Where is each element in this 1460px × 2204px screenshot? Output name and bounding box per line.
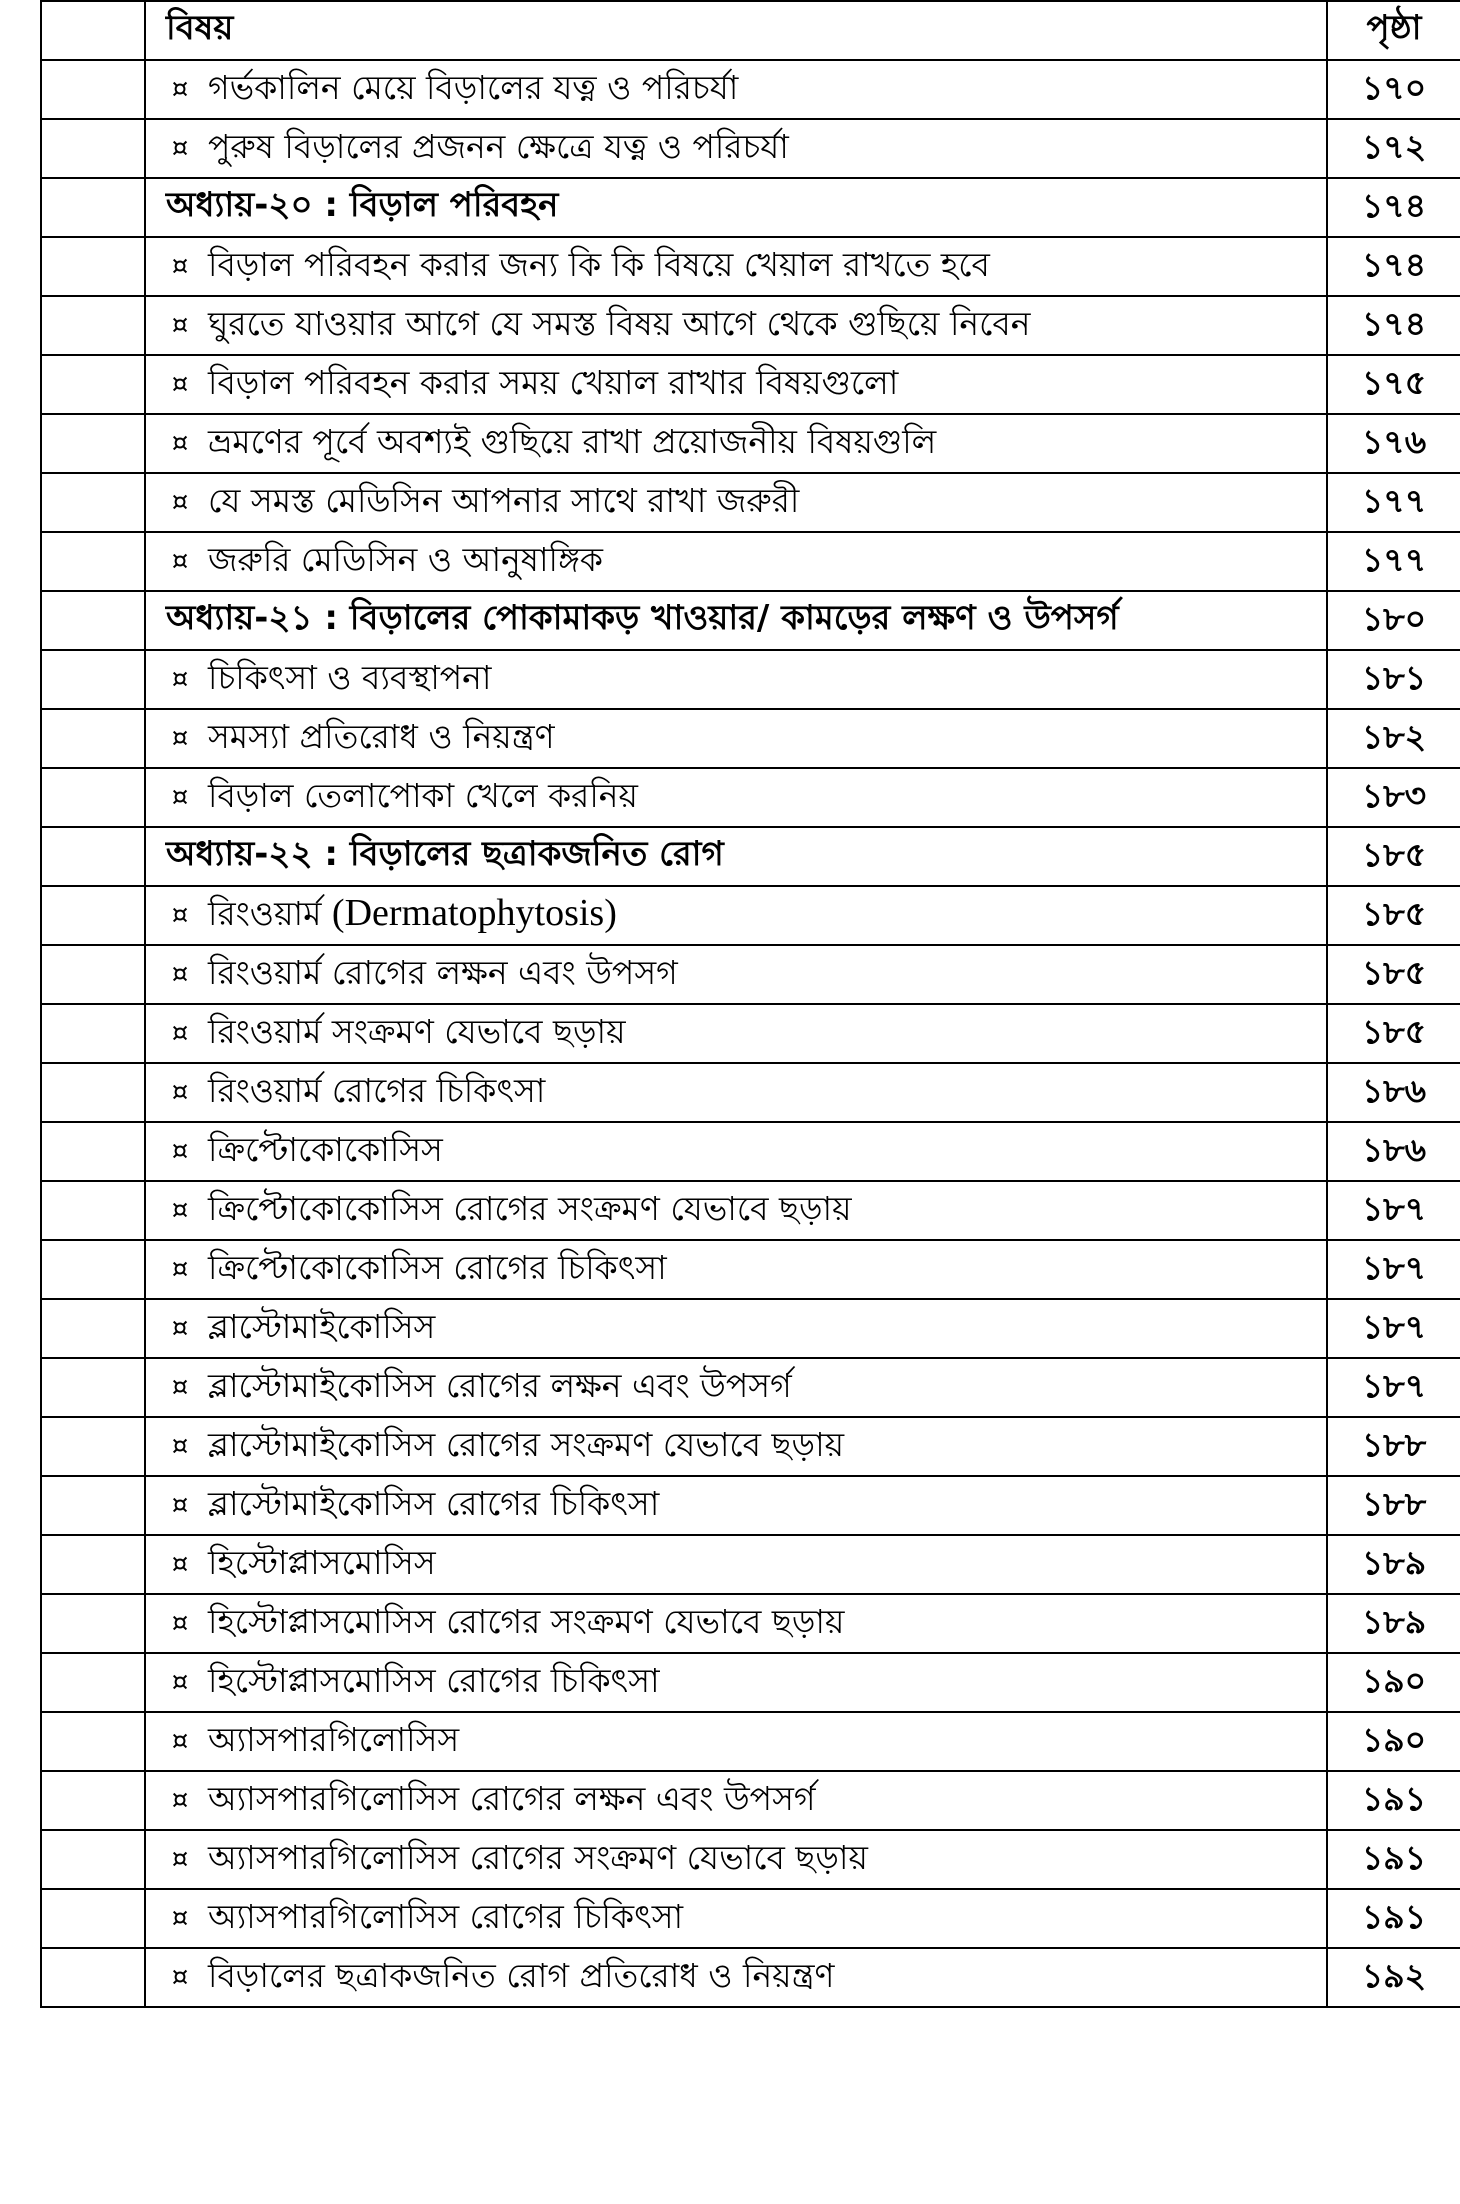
page-number: ১৮৯ [1327, 1535, 1460, 1594]
blank-cell [41, 1889, 145, 1948]
topic-text: যে সমস্ত মেডিসিন আপনার সাথে রাখা জরুরী [208, 480, 800, 520]
page-number: ১৮৩ [1327, 768, 1460, 827]
blank-cell [41, 1476, 145, 1535]
table-row [41, 60, 1460, 119]
table-row [41, 1476, 1460, 1535]
blank-cell [41, 1594, 145, 1653]
bullet-icon: ¤ [171, 1843, 189, 1874]
bullet-icon: ¤ [171, 663, 189, 694]
bullet-icon: ¤ [171, 1489, 189, 1520]
topic-text: অধ্যায়-২১ : বিড়ালের পোকামাকড় খাওয়ার/ কামড়ের লক্ষণ ও উপসর্গ [166, 598, 1119, 638]
bullet-icon: ¤ [171, 1725, 189, 1756]
blank-cell [41, 1535, 145, 1594]
toc-header-row [41, 1, 1460, 60]
bullet-icon: ¤ [171, 545, 189, 576]
topic-cell [145, 709, 1327, 768]
page-number: ১৭৫ [1327, 355, 1460, 414]
topic-text: পুরুষ বিড়ালের প্রজনন ক্ষেত্রে যত্ন ও পরিচর্যা [208, 126, 789, 166]
topic-text: ব্লাস্টোমাইকোসিস রোগের চিকিৎসা [208, 1483, 660, 1523]
blank-cell [41, 1417, 145, 1476]
page-number: ১৯০ [1327, 1653, 1460, 1712]
bullet-icon: ¤ [171, 250, 189, 281]
bullet-icon: ¤ [171, 368, 189, 399]
table-row [41, 1181, 1460, 1240]
chapter-title [145, 178, 1327, 237]
topic-cell [145, 414, 1327, 473]
blank-cell [41, 945, 145, 1004]
topic-text: অ্যাসপারগিলোসিস রোগের লক্ষন এবং উপসর্গ [208, 1778, 816, 1818]
bullet-icon: ¤ [171, 1194, 189, 1225]
topic-text: অ্যাসপারগিলোসিস রোগের চিকিৎসা [208, 1896, 684, 1936]
topic-text: রিংওয়ার্ম [208, 893, 332, 933]
page-number: ১৮২ [1327, 709, 1460, 768]
topic-text: গর্ভকালিন মেয়ে বিড়ালের যত্ন ও পরিচর্যা [208, 67, 739, 107]
topic-text: বিড়াল পরিবহন করার সময় খেয়াল রাখার বিষয়গুলো [208, 362, 899, 402]
page-number: ১৭৭ [1327, 532, 1460, 591]
page-number: ১৭৪ [1327, 178, 1460, 237]
blank-cell [41, 60, 145, 119]
table-row [41, 1299, 1460, 1358]
topic-cell [145, 1889, 1327, 1948]
topic-text: ব্লাস্টোমাইকোসিস [208, 1306, 436, 1346]
bullet-icon: ¤ [171, 1902, 189, 1933]
blank-cell [41, 532, 145, 591]
blank-cell [41, 709, 145, 768]
table-row [41, 237, 1460, 296]
table-row [41, 119, 1460, 178]
page-number: ১৯১ [1327, 1889, 1460, 1948]
table-of-contents [40, 0, 1460, 2008]
topic-cell [145, 1122, 1327, 1181]
topic-text: অধ্যায়-২০ : বিড়াল পরিবহন [166, 185, 559, 225]
page-number: ১৯০ [1327, 1712, 1460, 1771]
topic-cell [145, 1417, 1327, 1476]
bullet-icon: ¤ [171, 722, 189, 753]
topic-text: ব্লাস্টোমাইকোসিস রোগের লক্ষন এবং উপসর্গ [208, 1365, 792, 1405]
topic-cell [145, 473, 1327, 532]
blank-cell [41, 237, 145, 296]
topic-text: রিংওয়ার্ম সংক্রমণ যেভাবে ছড়ায় [208, 1011, 626, 1051]
table-row [41, 1830, 1460, 1889]
topic-cell [145, 1653, 1327, 1712]
blank-cell [41, 886, 145, 945]
bullet-icon: ¤ [171, 1961, 189, 1992]
topic-text: সমস্যা প্রতিরোধ ও নিয়ন্ত্রণ [208, 716, 555, 756]
page-number: ১৮৮ [1327, 1417, 1460, 1476]
topic-text: ক্রিপ্টোকোকোসিস রোগের সংক্রমণ যেভাবে ছড়ায় [208, 1188, 852, 1228]
page-number: ১৭৪ [1327, 237, 1460, 296]
bullet-icon: ¤ [171, 427, 189, 458]
blank-cell [41, 650, 145, 709]
page-number: ১৮৮ [1327, 1476, 1460, 1535]
chapter-row [41, 178, 1460, 237]
topic-cell [145, 1063, 1327, 1122]
bullet-icon: ¤ [171, 1784, 189, 1815]
page-number: ১৮৭ [1327, 1181, 1460, 1240]
table-row [41, 1948, 1460, 2007]
page-number: ১৯১ [1327, 1830, 1460, 1889]
table-row [41, 1240, 1460, 1299]
topic-cell [145, 355, 1327, 414]
topic-text: ক্রিপ্টোকোকোসিস রোগের চিকিৎসা [208, 1247, 667, 1287]
blank-cell [41, 119, 145, 178]
topic-cell [145, 1358, 1327, 1417]
table-row [41, 296, 1460, 355]
blank-cell [41, 1240, 145, 1299]
topic-text: ঘুরতে যাওয়ার আগে যে সমস্ত বিষয় আগে থেকে গুছিয়ে নিবেন [208, 303, 1031, 343]
bullet-icon: ¤ [171, 73, 189, 104]
bullet-icon: ¤ [171, 1548, 189, 1579]
page-number: ১৮৫ [1327, 945, 1460, 1004]
table-row [41, 1063, 1460, 1122]
page-number: ১৭৬ [1327, 414, 1460, 473]
page-number: ১৮৬ [1327, 1122, 1460, 1181]
blank-header-cell [41, 1, 145, 60]
blank-cell [41, 355, 145, 414]
table-row [41, 1004, 1460, 1063]
blank-cell [41, 473, 145, 532]
blank-cell [41, 1004, 145, 1063]
table-row [41, 1358, 1460, 1417]
table-row [41, 355, 1460, 414]
page-number: ১৭২ [1327, 119, 1460, 178]
bullet-icon: ¤ [171, 1430, 189, 1461]
blank-cell [41, 1712, 145, 1771]
bullet-icon: ¤ [171, 1371, 189, 1402]
blank-cell [41, 1063, 145, 1122]
bullet-icon: ¤ [171, 899, 189, 930]
blank-cell [41, 414, 145, 473]
topic-text: অধ্যায়-২২ : বিড়ালের ছত্রাকজনিত রোগ [166, 834, 724, 874]
blank-cell [41, 1830, 145, 1889]
table-row [41, 414, 1460, 473]
topic-cell [145, 1004, 1327, 1063]
blank-cell [41, 178, 145, 237]
topic-cell [145, 1181, 1327, 1240]
page-number: ১৮১ [1327, 650, 1460, 709]
blank-cell [41, 1771, 145, 1830]
bullet-icon: ¤ [171, 1017, 189, 1048]
page-header: পৃষ্ঠা [1327, 1, 1460, 60]
bullet-icon: ¤ [171, 1312, 189, 1343]
blank-cell [41, 1122, 145, 1181]
blank-cell [41, 1299, 145, 1358]
page-number: ১৮৫ [1327, 886, 1460, 945]
blank-cell [41, 296, 145, 355]
page-number: ১৮৬ [1327, 1063, 1460, 1122]
page-number: ১৮০ [1327, 591, 1460, 650]
toc-body [41, 1, 1460, 2007]
topic-text: চিকিৎসা ও ব্যবস্থাপনা [208, 657, 492, 697]
blank-cell [41, 591, 145, 650]
table-row [41, 886, 1460, 945]
topic-text: রিংওয়ার্ম রোগের চিকিৎসা [208, 1070, 546, 1110]
subject-header: বিষয় [145, 1, 1327, 60]
table-row [41, 1122, 1460, 1181]
chapter-row [41, 827, 1460, 886]
table-row [41, 1594, 1460, 1653]
table-row [41, 1712, 1460, 1771]
page-number: ১৯২ [1327, 1948, 1460, 2007]
blank-cell [41, 768, 145, 827]
blank-cell [41, 1948, 145, 2007]
topic-latin-text: (Dermatophytosis) [331, 891, 617, 934]
table-row [41, 1417, 1460, 1476]
topic-cell [145, 650, 1327, 709]
table-row [41, 1771, 1460, 1830]
topic-cell [145, 1476, 1327, 1535]
topic-text: অ্যাসপারগিলোসিস [208, 1719, 460, 1759]
chapter-title [145, 591, 1327, 650]
bullet-icon: ¤ [171, 958, 189, 989]
page-number: ১৮৭ [1327, 1240, 1460, 1299]
topic-text: রিংওয়ার্ম রোগের লক্ষন এবং উপসগ [208, 952, 678, 992]
bullet-icon: ¤ [171, 132, 189, 163]
topic-text: বিড়াল পরিবহন করার জন্য কি কি বিষয়ে খেয়াল রাখতে হবে [208, 244, 990, 284]
page-number: ১৭৪ [1327, 296, 1460, 355]
table-row [41, 1889, 1460, 1948]
bullet-icon: ¤ [171, 1135, 189, 1166]
topic-text: ব্লাস্টোমাইকোসিস রোগের সংক্রমণ যেভাবে ছড়ায় [208, 1424, 845, 1464]
topic-cell [145, 1535, 1327, 1594]
topic-cell [145, 1948, 1327, 2007]
topic-text: হিস্টোপ্লাসমোসিস [208, 1542, 436, 1582]
topic-cell [145, 119, 1327, 178]
page-number: ১৮৭ [1327, 1358, 1460, 1417]
blank-cell [41, 1181, 145, 1240]
topic-text: জরুরি মেডিসিন ও আনুষাঙ্গিক [208, 539, 603, 579]
page-number: ১৮৭ [1327, 1299, 1460, 1358]
topic-cell [145, 945, 1327, 1004]
table-row [41, 1653, 1460, 1712]
table-row [41, 473, 1460, 532]
bullet-icon: ¤ [171, 1076, 189, 1107]
chapter-row [41, 591, 1460, 650]
page-number: ১৮৫ [1327, 827, 1460, 886]
topic-cell [145, 237, 1327, 296]
bullet-icon: ¤ [171, 309, 189, 340]
chapter-title [145, 827, 1327, 886]
topic-cell [145, 1771, 1327, 1830]
topic-cell [145, 532, 1327, 591]
topic-text: বিড়াল তেলাপোকা খেলে করনিয় [208, 775, 638, 815]
topic-cell [145, 886, 1327, 945]
topic-cell [145, 1712, 1327, 1771]
table-row [41, 1535, 1460, 1594]
topic-cell [145, 1830, 1327, 1889]
page-number: ১৭০ [1327, 60, 1460, 119]
topic-cell [145, 1299, 1327, 1358]
page-number: ১৭৭ [1327, 473, 1460, 532]
blank-cell [41, 1358, 145, 1417]
bullet-icon: ¤ [171, 1666, 189, 1697]
table-row [41, 768, 1460, 827]
topic-text: হিস্টোপ্লাসমোসিস রোগের সংক্রমণ যেভাবে ছড়ায় [208, 1601, 845, 1641]
blank-cell [41, 1653, 145, 1712]
table-row [41, 945, 1460, 1004]
topic-cell [145, 60, 1327, 119]
topic-text: বিড়ালের ছত্রাকজনিত রোগ প্রতিরোধ ও নিয়ন্ত্রণ [208, 1955, 835, 1995]
table-row [41, 709, 1460, 768]
topic-cell [145, 1240, 1327, 1299]
page-number: ১৯১ [1327, 1771, 1460, 1830]
bullet-icon: ¤ [171, 1253, 189, 1284]
topic-cell [145, 296, 1327, 355]
table-row [41, 532, 1460, 591]
topic-text: হিস্টোপ্লাসমোসিস রোগের চিকিৎসা [208, 1660, 660, 1700]
topic-text: ক্রিপ্টোকোকোসিস [208, 1129, 443, 1169]
blank-cell [41, 827, 145, 886]
topic-text: অ্যাসপারগিলোসিস রোগের সংক্রমণ যেভাবে ছড়ায় [208, 1837, 868, 1877]
topic-cell [145, 1594, 1327, 1653]
page-number: ১৮৯ [1327, 1594, 1460, 1653]
bullet-icon: ¤ [171, 486, 189, 517]
topic-text: ভ্রমণের পূর্বে অবশ্যই গুছিয়ে রাখা প্রয়োজনীয় বিষয়গুলি [208, 421, 937, 461]
page-number: ১৮৫ [1327, 1004, 1460, 1063]
topic-cell [145, 768, 1327, 827]
table-row [41, 650, 1460, 709]
bullet-icon: ¤ [171, 1607, 189, 1638]
bullet-icon: ¤ [171, 781, 189, 812]
